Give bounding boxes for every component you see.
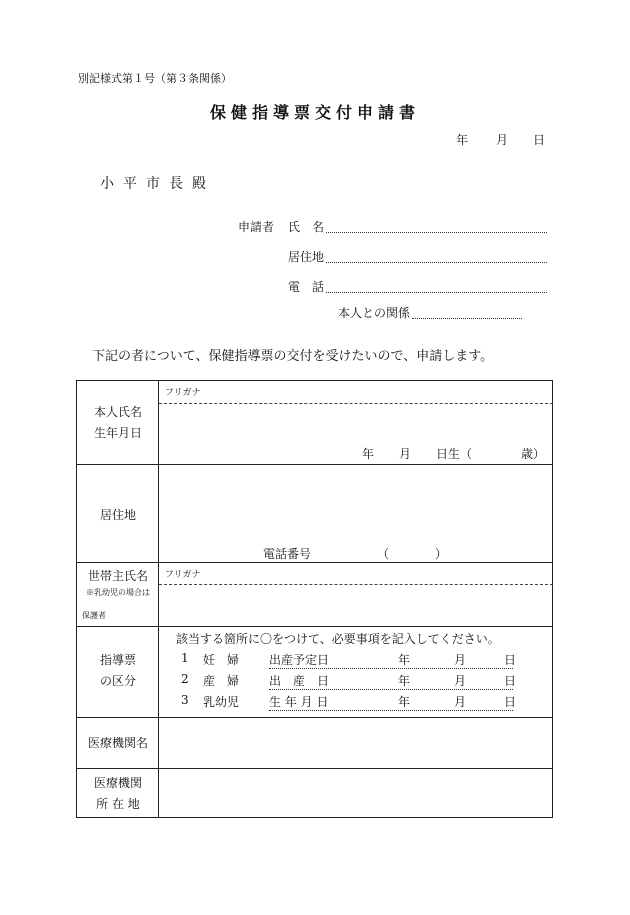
householder-note-guardian: 保護者 xyxy=(82,611,106,620)
birth-day: 日生（ xyxy=(436,447,473,461)
item-date-label: 出 産 日 xyxy=(269,674,330,688)
institution-address-input[interactable] xyxy=(165,772,550,814)
item-date-label: 生 年 月 日 xyxy=(269,695,329,709)
item-date-label: 出産予定日 xyxy=(269,653,330,667)
header-birthdate: 生年月日 xyxy=(93,426,142,440)
applicant-address-field[interactable] xyxy=(326,262,547,263)
item-year: 年 xyxy=(398,695,411,709)
row-divider xyxy=(77,717,552,718)
item-day: 日 xyxy=(504,674,517,688)
address-input[interactable] xyxy=(165,469,550,539)
birth-year: 年 xyxy=(362,447,375,461)
item-year: 年 xyxy=(398,674,411,688)
applicant-address-label: 居住地 xyxy=(288,250,325,264)
item-month: 月 xyxy=(454,653,467,667)
row-divider xyxy=(77,768,552,769)
header-category-2: の区分 xyxy=(99,674,136,688)
institution-input[interactable] xyxy=(165,721,550,765)
applicant-phone-label: 電 話 xyxy=(288,280,325,294)
item-month: 月 xyxy=(454,695,467,709)
header-institution-address-2: 所 在 地 xyxy=(96,797,140,811)
intro-text: 下記の者について、保健指導票の交付を受けたいので、申請します。 xyxy=(92,349,494,364)
item-label: 産 婦 xyxy=(203,674,240,688)
header-address: 居住地 xyxy=(99,508,136,522)
applicant-name-label: 氏 名 xyxy=(288,220,325,234)
item-number: 2 xyxy=(181,672,189,686)
applicant-relation-label: 本人との関係 xyxy=(338,306,411,320)
page-title: 保健指導票交付申請書 xyxy=(209,103,420,122)
addressee: 小平市長殿 xyxy=(100,176,215,192)
item-label: 乳幼児 xyxy=(203,695,240,709)
header-name: 本人氏名 xyxy=(93,405,142,419)
item-label: 妊 婦 xyxy=(203,653,240,667)
householder-input[interactable] xyxy=(165,587,550,623)
furigana-divider xyxy=(159,403,553,404)
item-day: 日 xyxy=(504,695,517,709)
applicant-relation-field[interactable] xyxy=(412,318,522,319)
row-divider xyxy=(77,464,552,465)
date-month: 月 xyxy=(496,133,509,147)
header-institution-address: 医療機関 xyxy=(93,776,142,790)
householder-furigana-divider xyxy=(159,584,553,585)
item-day: 日 xyxy=(504,653,517,667)
application-table xyxy=(76,380,553,818)
item-year: 年 xyxy=(398,653,411,667)
date-day: 日 xyxy=(533,133,546,147)
furigana-label: フリガナ xyxy=(165,388,201,398)
name-input[interactable] xyxy=(165,405,550,445)
age-suffix: 歳） xyxy=(521,447,546,461)
applicant-name-field[interactable] xyxy=(326,232,547,233)
applicant-label: 申請者 xyxy=(238,220,275,234)
item-date-line[interactable] xyxy=(269,651,513,669)
header-institution: 医療機関名 xyxy=(87,736,148,750)
header-householder: 世帯主氏名 xyxy=(87,569,148,583)
item-number: 3 xyxy=(181,693,189,707)
form-id: 別記様式第１号（第３条関係） xyxy=(78,72,232,85)
householder-furigana-label: フリガナ xyxy=(165,570,201,580)
item-date-line[interactable] xyxy=(269,693,513,711)
category-instruction: 該当する箇所に〇をつけて、必要事項を記入してください。 xyxy=(176,632,500,646)
row-divider xyxy=(77,626,552,627)
birth-month: 月 xyxy=(399,447,412,461)
item-date-line[interactable] xyxy=(269,672,513,690)
date-year: 年 xyxy=(456,133,469,147)
item-number: 1 xyxy=(181,651,189,665)
householder-note: ※乳幼児の場合は xyxy=(86,588,150,597)
row-divider xyxy=(77,562,552,563)
phone-paren-close: ） xyxy=(435,547,448,561)
applicant-phone-field[interactable] xyxy=(326,292,547,293)
phone-label: 電話番号 xyxy=(263,547,312,561)
item-month: 月 xyxy=(454,674,467,688)
header-category: 指導票 xyxy=(99,653,136,667)
phone-paren-open: （ xyxy=(377,547,390,561)
